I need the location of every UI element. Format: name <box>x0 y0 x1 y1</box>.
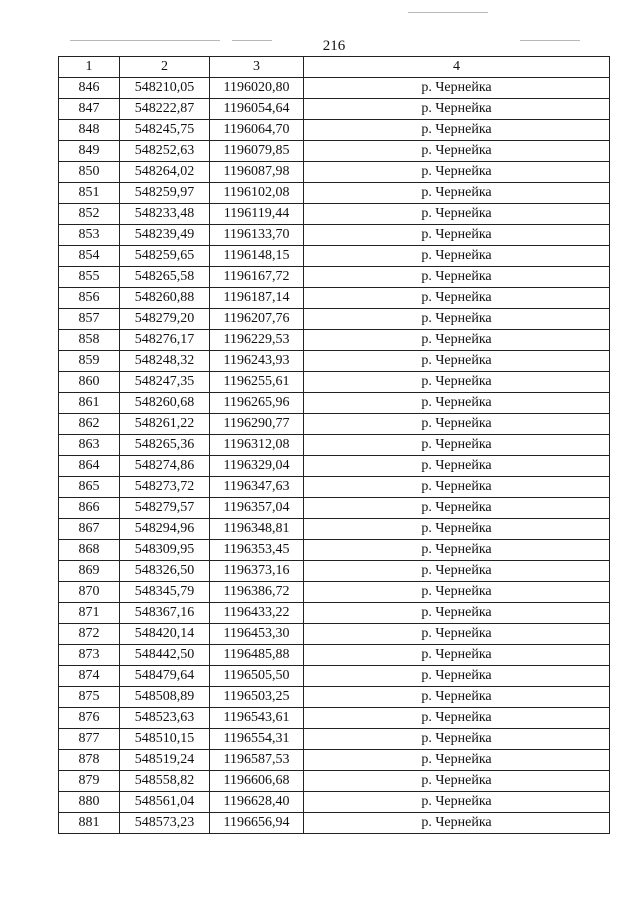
description-cell: р. Чернейка <box>304 645 610 666</box>
table-row <box>59 708 610 729</box>
x-coordinate-cell: 548510,15 <box>120 729 210 750</box>
table-row <box>59 225 610 246</box>
point-number-cell: 867 <box>59 519 120 540</box>
point-number-cell: 868 <box>59 540 120 561</box>
y-coordinate-cell: 1196148,15 <box>210 246 304 267</box>
point-number-cell: 874 <box>59 666 120 687</box>
x-coordinate-cell: 548523,63 <box>120 708 210 729</box>
point-number-cell: 865 <box>59 477 120 498</box>
description-cell: р. Чернейка <box>304 183 610 204</box>
table-row <box>59 246 610 267</box>
point-number-cell: 862 <box>59 414 120 435</box>
description-cell: р. Чернейка <box>304 162 610 183</box>
point-number-cell: 877 <box>59 729 120 750</box>
point-number-cell: 850 <box>59 162 120 183</box>
table-body <box>59 78 610 834</box>
table-row <box>59 561 610 582</box>
point-number-cell: 863 <box>59 435 120 456</box>
y-coordinate-cell: 1196079,85 <box>210 141 304 162</box>
point-number-cell: 855 <box>59 267 120 288</box>
point-number-cell: 876 <box>59 708 120 729</box>
description-cell: р. Чернейка <box>304 99 610 120</box>
table-header-row <box>59 57 610 78</box>
y-coordinate-cell: 1196656,94 <box>210 813 304 834</box>
description-cell: р. Чернейка <box>304 519 610 540</box>
point-number-cell: 851 <box>59 183 120 204</box>
description-cell: р. Чернейка <box>304 288 610 309</box>
description-cell: р. Чернейка <box>304 561 610 582</box>
x-coordinate-cell: 548259,97 <box>120 183 210 204</box>
description-cell: р. Чернейка <box>304 267 610 288</box>
scan-speck <box>408 12 488 13</box>
x-coordinate-cell: 548279,20 <box>120 309 210 330</box>
point-number-cell: 854 <box>59 246 120 267</box>
point-number-cell: 878 <box>59 750 120 771</box>
point-number-cell: 864 <box>59 456 120 477</box>
x-coordinate-cell: 548239,49 <box>120 225 210 246</box>
description-cell: р. Чернейка <box>304 498 610 519</box>
table-row <box>59 813 610 834</box>
x-coordinate-cell: 548276,17 <box>120 330 210 351</box>
point-number-cell: 848 <box>59 120 120 141</box>
description-cell: р. Чернейка <box>304 330 610 351</box>
description-cell: р. Чернейка <box>304 666 610 687</box>
description-cell: р. Чернейка <box>304 771 610 792</box>
point-number-cell: 872 <box>59 624 120 645</box>
description-cell: р. Чернейка <box>304 792 610 813</box>
description-cell: р. Чернейка <box>304 225 610 246</box>
table-row <box>59 792 610 813</box>
x-coordinate-cell: 548261,22 <box>120 414 210 435</box>
x-coordinate-cell: 548519,24 <box>120 750 210 771</box>
y-coordinate-cell: 1196167,72 <box>210 267 304 288</box>
point-number-cell: 880 <box>59 792 120 813</box>
description-cell: р. Чернейка <box>304 246 610 267</box>
y-coordinate-cell: 1196265,96 <box>210 393 304 414</box>
y-coordinate-cell: 1196064,70 <box>210 120 304 141</box>
point-number-cell: 852 <box>59 204 120 225</box>
point-number-cell: 847 <box>59 99 120 120</box>
point-number-cell: 871 <box>59 603 120 624</box>
description-cell: р. Чернейка <box>304 351 610 372</box>
table-row <box>59 141 610 162</box>
table-row <box>59 78 610 99</box>
y-coordinate-cell: 1196433,22 <box>210 603 304 624</box>
description-cell: р. Чернейка <box>304 708 610 729</box>
description-cell: р. Чернейка <box>304 372 610 393</box>
column-header-y: 3 <box>210 57 304 78</box>
table-row <box>59 435 610 456</box>
x-coordinate-cell: 548233,48 <box>120 204 210 225</box>
x-coordinate-cell: 548279,57 <box>120 498 210 519</box>
x-coordinate-cell: 548264,02 <box>120 162 210 183</box>
description-cell: р. Чернейка <box>304 435 610 456</box>
y-coordinate-cell: 1196353,45 <box>210 540 304 561</box>
description-cell: р. Чернейка <box>304 729 610 750</box>
table-row <box>59 750 610 771</box>
table-row <box>59 771 610 792</box>
y-coordinate-cell: 1196054,64 <box>210 99 304 120</box>
x-coordinate-cell: 548442,50 <box>120 645 210 666</box>
y-coordinate-cell: 1196503,25 <box>210 687 304 708</box>
table-row <box>59 372 610 393</box>
description-cell: р. Чернейка <box>304 204 610 225</box>
point-number-cell: 859 <box>59 351 120 372</box>
x-coordinate-cell: 548326,50 <box>120 561 210 582</box>
point-number-cell: 853 <box>59 225 120 246</box>
y-coordinate-cell: 1196255,61 <box>210 372 304 393</box>
x-coordinate-cell: 548265,36 <box>120 435 210 456</box>
table-row <box>59 162 610 183</box>
x-coordinate-cell: 548367,16 <box>120 603 210 624</box>
table-row <box>59 120 610 141</box>
point-number-cell: 870 <box>59 582 120 603</box>
x-coordinate-cell: 548508,89 <box>120 687 210 708</box>
x-coordinate-cell: 548222,87 <box>120 99 210 120</box>
x-coordinate-cell: 548252,63 <box>120 141 210 162</box>
table-row <box>59 351 610 372</box>
table-row <box>59 183 610 204</box>
coordinates-table-container <box>58 56 609 834</box>
point-number-cell: 861 <box>59 393 120 414</box>
table-row <box>59 204 610 225</box>
description-cell: р. Чернейка <box>304 393 610 414</box>
table-row <box>59 414 610 435</box>
point-number-cell: 858 <box>59 330 120 351</box>
x-coordinate-cell: 548210,05 <box>120 78 210 99</box>
table-row <box>59 603 610 624</box>
y-coordinate-cell: 1196505,50 <box>210 666 304 687</box>
table-row <box>59 477 610 498</box>
y-coordinate-cell: 1196312,08 <box>210 435 304 456</box>
table-row <box>59 624 610 645</box>
coordinates-table <box>58 56 610 834</box>
y-coordinate-cell: 1196373,16 <box>210 561 304 582</box>
column-header-x: 2 <box>120 57 210 78</box>
table-row <box>59 498 610 519</box>
table-row <box>59 582 610 603</box>
y-coordinate-cell: 1196020,80 <box>210 78 304 99</box>
x-coordinate-cell: 548558,82 <box>120 771 210 792</box>
x-coordinate-cell: 548345,79 <box>120 582 210 603</box>
y-coordinate-cell: 1196207,76 <box>210 309 304 330</box>
point-number-cell: 875 <box>59 687 120 708</box>
y-coordinate-cell: 1196386,72 <box>210 582 304 603</box>
y-coordinate-cell: 1196587,53 <box>210 750 304 771</box>
x-coordinate-cell: 548265,58 <box>120 267 210 288</box>
x-coordinate-cell: 548479,64 <box>120 666 210 687</box>
table-row <box>59 330 610 351</box>
x-coordinate-cell: 548259,65 <box>120 246 210 267</box>
description-cell: р. Чернейка <box>304 414 610 435</box>
description-cell: р. Чернейка <box>304 603 610 624</box>
y-coordinate-cell: 1196347,63 <box>210 477 304 498</box>
x-coordinate-cell: 548561,04 <box>120 792 210 813</box>
point-number-cell: 879 <box>59 771 120 792</box>
x-coordinate-cell: 548245,75 <box>120 120 210 141</box>
table-row <box>59 309 610 330</box>
description-cell: р. Чернейка <box>304 582 610 603</box>
x-coordinate-cell: 548247,35 <box>120 372 210 393</box>
table-row <box>59 99 610 120</box>
table-row <box>59 267 610 288</box>
description-cell: р. Чернейка <box>304 750 610 771</box>
description-cell: р. Чернейка <box>304 78 610 99</box>
description-cell: р. Чернейка <box>304 120 610 141</box>
x-coordinate-cell: 548294,96 <box>120 519 210 540</box>
page-number: 216 <box>322 38 346 54</box>
description-cell: р. Чернейка <box>304 141 610 162</box>
point-number-cell: 860 <box>59 372 120 393</box>
table-row <box>59 540 610 561</box>
x-coordinate-cell: 548260,68 <box>120 393 210 414</box>
point-number-cell: 881 <box>59 813 120 834</box>
y-coordinate-cell: 1196087,98 <box>210 162 304 183</box>
y-coordinate-cell: 1196187,14 <box>210 288 304 309</box>
description-cell: р. Чернейка <box>304 813 610 834</box>
point-number-cell: 849 <box>59 141 120 162</box>
y-coordinate-cell: 1196628,40 <box>210 792 304 813</box>
description-cell: р. Чернейка <box>304 540 610 561</box>
x-coordinate-cell: 548260,88 <box>120 288 210 309</box>
y-coordinate-cell: 1196485,88 <box>210 645 304 666</box>
table-row <box>59 456 610 477</box>
description-cell: р. Чернейка <box>304 456 610 477</box>
point-number-cell: 856 <box>59 288 120 309</box>
y-coordinate-cell: 1196348,81 <box>210 519 304 540</box>
table-row <box>59 666 610 687</box>
y-coordinate-cell: 1196133,70 <box>210 225 304 246</box>
point-number-cell: 869 <box>59 561 120 582</box>
x-coordinate-cell: 548248,32 <box>120 351 210 372</box>
x-coordinate-cell: 548274,86 <box>120 456 210 477</box>
point-number-cell: 846 <box>59 78 120 99</box>
x-coordinate-cell: 548273,72 <box>120 477 210 498</box>
y-coordinate-cell: 1196357,04 <box>210 498 304 519</box>
table-row <box>59 519 610 540</box>
y-coordinate-cell: 1196453,30 <box>210 624 304 645</box>
table-row <box>59 288 610 309</box>
table-row <box>59 729 610 750</box>
point-number-cell: 857 <box>59 309 120 330</box>
y-coordinate-cell: 1196606,68 <box>210 771 304 792</box>
x-coordinate-cell: 548573,23 <box>120 813 210 834</box>
y-coordinate-cell: 1196543,61 <box>210 708 304 729</box>
y-coordinate-cell: 1196290,77 <box>210 414 304 435</box>
description-cell: р. Чернейка <box>304 687 610 708</box>
y-coordinate-cell: 1196102,08 <box>210 183 304 204</box>
y-coordinate-cell: 1196229,53 <box>210 330 304 351</box>
description-cell: р. Чернейка <box>304 309 610 330</box>
description-cell: р. Чернейка <box>304 624 610 645</box>
y-coordinate-cell: 1196243,93 <box>210 351 304 372</box>
y-coordinate-cell: 1196119,44 <box>210 204 304 225</box>
y-coordinate-cell: 1196554,31 <box>210 729 304 750</box>
x-coordinate-cell: 548309,95 <box>120 540 210 561</box>
column-header-description: 4 <box>304 57 610 78</box>
point-number-cell: 866 <box>59 498 120 519</box>
point-number-cell: 873 <box>59 645 120 666</box>
x-coordinate-cell: 548420,14 <box>120 624 210 645</box>
description-cell: р. Чернейка <box>304 477 610 498</box>
table-row <box>59 393 610 414</box>
table-row <box>59 687 610 708</box>
column-header-number: 1 <box>59 57 120 78</box>
table-row <box>59 645 610 666</box>
y-coordinate-cell: 1196329,04 <box>210 456 304 477</box>
